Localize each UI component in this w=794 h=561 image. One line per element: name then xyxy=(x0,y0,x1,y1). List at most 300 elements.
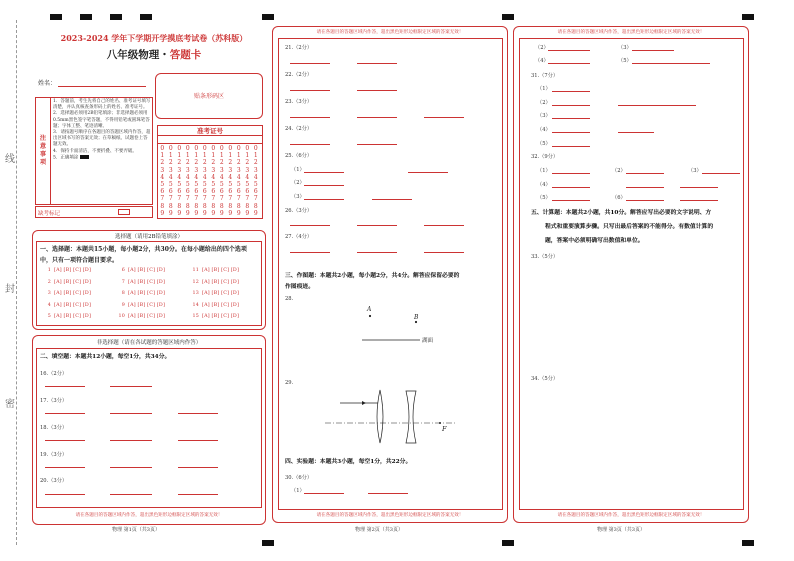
q33-answer-area[interactable] xyxy=(524,262,739,370)
absent-checkbox[interactable] xyxy=(118,209,130,215)
choice-question-number: 3 xyxy=(47,291,51,296)
exam-digit-bubble[interactable]: 0 xyxy=(253,145,258,152)
exam-digit-bubble[interactable]: 8 xyxy=(219,202,224,210)
exam-digit-bubble[interactable]: 7 xyxy=(194,195,199,203)
exam-digit-bubble[interactable]: 1 xyxy=(177,152,182,160)
choice-question-row[interactable] xyxy=(42,280,91,285)
exam-digit-bubble[interactable]: 7 xyxy=(177,195,182,203)
answer-line[interactable] xyxy=(368,493,408,494)
exam-digit-bubble[interactable]: 2 xyxy=(245,159,250,167)
answer-line[interactable] xyxy=(357,252,397,253)
answer-line[interactable] xyxy=(626,200,664,201)
exam-digit-bubble[interactable]: 9 xyxy=(245,209,250,217)
exam-digit-bubble[interactable]: 2 xyxy=(168,159,173,167)
exam-digit-bubble[interactable]: 4 xyxy=(219,173,224,181)
point-b-dot xyxy=(415,321,417,323)
exam-digit-bubble[interactable]: 6 xyxy=(236,188,241,196)
exam-digit-bubble[interactable]: 9 xyxy=(202,209,207,217)
choice-question-row[interactable] xyxy=(190,291,239,296)
answer-line[interactable] xyxy=(178,494,218,495)
q31-part-4: （4） xyxy=(537,127,551,133)
exam-digit-bubble[interactable]: 9 xyxy=(177,209,182,217)
exam-digit-bubble[interactable]: 6 xyxy=(219,188,224,196)
choice-question-row[interactable] xyxy=(116,314,165,319)
exam-digit-bubble[interactable]: 3 xyxy=(253,166,258,174)
answer-line[interactable] xyxy=(552,105,590,106)
q21-label: 21.（2分） xyxy=(285,45,313,51)
choice-question-number: 8 xyxy=(121,291,125,296)
exam-digit-bubble[interactable]: 1 xyxy=(236,152,241,160)
choice-question-row[interactable] xyxy=(42,303,91,308)
answer-line[interactable] xyxy=(632,50,674,51)
exam-digit-bubble[interactable]: 2 xyxy=(160,159,165,167)
answer-line[interactable] xyxy=(290,144,330,145)
exam-digit-bubble[interactable]: 1 xyxy=(194,152,199,160)
exam-digit-bubble[interactable]: 6 xyxy=(185,188,190,196)
exam-digit-bubble[interactable]: 0 xyxy=(245,145,250,152)
lens-diagram xyxy=(320,385,460,445)
exam-digit-bubble[interactable]: 2 xyxy=(177,159,182,167)
q25-part-3: （3） xyxy=(291,194,305,200)
calc-title-line-2: 程式和重要演算步骤。只写出最后答案的不能得分。有数值计算的 xyxy=(545,224,714,230)
q32-label: 32.（9分） xyxy=(531,154,559,160)
exam-digit-bubble[interactable]: 0 xyxy=(160,145,165,152)
exam-digit-bubble[interactable]: 0 xyxy=(202,145,207,152)
choice-options[interactable]: [A] [B] [C] [D] xyxy=(202,291,240,296)
exam-digit-bubble[interactable]: 4 xyxy=(160,173,165,181)
calc-title-line-1: 五、计算题：本题共2小题，共10分。解答应写出必要的文字说明、方 xyxy=(531,210,712,216)
q19-label: 19.（3分） xyxy=(40,452,68,458)
notes-title-char: 意 xyxy=(39,143,47,150)
exam-digit-bubble[interactable]: 6 xyxy=(168,188,173,196)
choice-banner: 选择题（请用2B铅笔填涂） xyxy=(114,234,184,240)
corner-mark xyxy=(110,14,122,20)
exam-digit-bubble[interactable]: 1 xyxy=(228,152,233,160)
exam-digit-bubble[interactable]: 8 xyxy=(228,202,233,210)
exam-digit-bubble[interactable]: 2 xyxy=(202,159,207,167)
exam-digit-bubble[interactable]: 5 xyxy=(219,181,224,189)
corner-mark xyxy=(80,14,92,20)
exam-digit-bubble[interactable]: 7 xyxy=(202,195,207,203)
answer-line[interactable] xyxy=(552,173,590,174)
choice-question-row[interactable] xyxy=(190,280,239,285)
exam-digit-bubble[interactable]: 7 xyxy=(245,195,250,203)
exam-digit-bubble[interactable]: 1 xyxy=(219,152,224,160)
exam-digit-bubble[interactable]: 1 xyxy=(245,152,250,160)
choice-options[interactable]: [A] [B] [C] [D] xyxy=(54,302,92,308)
q32-part-1: （1） xyxy=(537,168,551,174)
note-item: 1．答题前，考生先将自己的姓名、准考证号填写清楚，并认真核查条形码上的姓名、准考证号。 xyxy=(53,99,151,111)
exam-digit-bubble[interactable]: 5 xyxy=(177,181,182,189)
exam-digit-bubble[interactable]: 7 xyxy=(168,195,173,203)
q30-label: 30.（6分） xyxy=(285,475,313,481)
exam-digit-bubble[interactable]: 9 xyxy=(219,209,224,217)
choice-question-number: 10 xyxy=(118,314,125,319)
exam-digit-bubble[interactable]: 0 xyxy=(194,145,199,152)
exam-digit-bubble[interactable]: 0 xyxy=(168,145,173,152)
exam-digit-bubble[interactable]: 6 xyxy=(253,188,258,196)
choice-options[interactable]: [A] [B] [C] [D] xyxy=(128,279,166,285)
choice-options[interactable]: [A] [B] [C] [D] xyxy=(202,314,240,319)
focus-label: F xyxy=(442,425,447,433)
answer-line[interactable] xyxy=(424,117,464,118)
answer-line[interactable] xyxy=(548,63,590,64)
exam-digit-bubble[interactable]: 8 xyxy=(211,202,216,210)
page-footer: 物理 第3页（共3页） xyxy=(597,527,645,533)
q31-part-3: （3） xyxy=(537,113,551,119)
exam-digit-bubble[interactable]: 1 xyxy=(253,152,258,160)
boundary-warning: 请在各题目的答题区域内作答，超出黑色矩形边框限定区域的答案无效！ xyxy=(316,513,464,518)
exam-digit-bubble[interactable]: 0 xyxy=(211,145,216,152)
note-item: 3．请按题号顺序在各题目的答题区域内作答，超出区域书写的答案无效；在草稿纸、试题卷上答题无效。 xyxy=(53,130,151,148)
exam-digit-bubble[interactable]: 6 xyxy=(211,188,216,196)
exam-digit-bubble[interactable]: 1 xyxy=(168,152,173,160)
exam-digit-bubble[interactable]: 3 xyxy=(177,166,182,174)
exam-digit-bubble[interactable]: 0 xyxy=(228,145,233,152)
exam-number-digits[interactable] xyxy=(158,145,260,217)
exam-digit-bubble[interactable]: 3 xyxy=(160,166,165,174)
corner-mark xyxy=(502,540,514,546)
answer-line[interactable] xyxy=(110,494,152,495)
q30-part-4: （4） xyxy=(535,58,549,64)
exam-digit-bubble[interactable]: 0 xyxy=(185,145,190,152)
absent-label: 缺考标记 xyxy=(38,211,61,217)
answer-line[interactable] xyxy=(290,225,330,226)
q23-label: 23.（3分） xyxy=(285,99,313,105)
experiment-title: 四、实验题：本题共3小题，每空1分，共22分。 xyxy=(285,459,412,465)
exam-digit-bubble[interactable]: 8 xyxy=(202,202,207,210)
answer-line[interactable] xyxy=(357,63,397,64)
choice-question-number: 1 xyxy=(47,268,51,273)
page-subtitle xyxy=(38,47,270,62)
corner-mark xyxy=(50,14,62,20)
choice-question-number: 7 xyxy=(121,279,125,285)
boundary-warning: 请在各题目的答题区域内作答，超出黑色矩形边框限定区域的答案无效！ xyxy=(557,513,705,518)
exam-digit-bubble[interactable]: 9 xyxy=(194,209,199,217)
exam-digit-bubble[interactable]: 8 xyxy=(168,202,173,210)
corner-mark xyxy=(742,14,754,20)
exam-digit-bubble[interactable]: 3 xyxy=(168,166,173,174)
q30-part-2: （2） xyxy=(535,45,549,51)
choice-options[interactable]: [A] [B] [C] [D] xyxy=(54,291,92,296)
exam-digit-bubble[interactable]: 4 xyxy=(228,173,233,181)
calc-title-line-3: 题，答案中必须明确写出数值和单位。 xyxy=(545,238,644,244)
exam-digit-bubble[interactable]: 9 xyxy=(228,209,233,217)
subtitle-main: 八年级物理・ xyxy=(106,49,170,61)
exam-number-grid-line xyxy=(157,143,263,144)
exam-digit-bubble[interactable]: 6 xyxy=(177,188,182,196)
exam-digit-bubble[interactable]: 7 xyxy=(228,195,233,203)
exam-digit-bubble[interactable]: 0 xyxy=(236,145,241,152)
choice-question-row[interactable] xyxy=(116,291,165,296)
answer-line[interactable] xyxy=(304,199,344,200)
exam-digit-bubble[interactable]: 5 xyxy=(202,181,207,189)
q32-part-6: （6） xyxy=(612,195,626,201)
exam-digit-bubble[interactable]: 9 xyxy=(253,209,258,217)
exam-digit-bubble[interactable]: 4 xyxy=(236,173,241,181)
q22-label: 22.（2分） xyxy=(285,72,313,78)
q29-label: 29. xyxy=(285,380,294,386)
boundary-warning: 请在各题目的答题区域内作答，超出黑色矩形边框限定区域的答案无效！ xyxy=(316,30,464,35)
exam-digit-bubble[interactable]: 1 xyxy=(211,152,216,160)
name-input[interactable] xyxy=(58,86,146,87)
barcode-label: 贴条形码区 xyxy=(193,93,224,100)
exam-digit-bubble[interactable]: 2 xyxy=(228,159,233,167)
notes-title-char: 项 xyxy=(39,159,47,166)
exam-digit-bubble[interactable]: 7 xyxy=(160,195,165,203)
answer-line[interactable] xyxy=(552,187,590,188)
exam-digit-bubble[interactable]: 9 xyxy=(236,209,241,217)
choice-question-row[interactable] xyxy=(42,314,91,319)
page-title: 2023-2024 学年下学期开学摸底考试卷（苏科版） xyxy=(60,33,248,43)
exam-digit-bubble[interactable]: 9 xyxy=(185,209,190,217)
answer-line[interactable] xyxy=(290,63,330,64)
exam-digit-bubble[interactable]: 4 xyxy=(185,173,190,181)
corner-mark xyxy=(262,14,274,20)
choice-question-row[interactable] xyxy=(42,268,91,273)
answer-line[interactable] xyxy=(357,90,397,91)
exam-digit-bubble[interactable]: 2 xyxy=(236,159,241,167)
answer-line[interactable] xyxy=(45,440,85,441)
exam-digit-bubble[interactable]: 8 xyxy=(245,202,250,210)
exam-digit-bubble[interactable]: 5 xyxy=(211,181,216,189)
exam-digit-bubble[interactable]: 9 xyxy=(211,209,216,217)
answer-line[interactable] xyxy=(702,173,740,174)
exam-digit-bubble[interactable]: 7 xyxy=(185,195,190,203)
answer-line[interactable] xyxy=(552,91,590,92)
choice-question-row[interactable] xyxy=(116,268,165,273)
exam-digit-bubble[interactable]: 6 xyxy=(202,188,207,196)
choice-options[interactable]: [A] [B] [C] [D] xyxy=(54,314,92,319)
q32-part-3: （3） xyxy=(688,168,702,174)
subtitle-accent: 答题卡 xyxy=(169,49,202,61)
exam-digit-bubble[interactable]: 5 xyxy=(228,181,233,189)
exam-digit-bubble[interactable]: 2 xyxy=(194,159,199,167)
choice-question-number: 13 xyxy=(192,291,199,296)
q30-part-3: （3） xyxy=(618,45,632,51)
exam-digit-bubble[interactable]: 8 xyxy=(177,202,182,210)
exam-number-label: 准考证号 xyxy=(197,127,223,135)
q32-part-5: （5） xyxy=(537,195,551,201)
choice-question-row[interactable] xyxy=(190,268,239,273)
q31-part-1: （1） xyxy=(537,86,551,92)
choice-question-row[interactable] xyxy=(116,280,165,285)
answer-line[interactable] xyxy=(552,118,590,119)
exam-digit-bubble[interactable]: 4 xyxy=(245,173,250,181)
exam-digit-bubble[interactable]: 5 xyxy=(185,181,190,189)
exam-digit-bubble[interactable]: 2 xyxy=(211,159,216,167)
choice-question-row[interactable] xyxy=(190,314,239,319)
choice-options[interactable]: [A] [B] [C] [D] xyxy=(128,314,166,319)
choice-question-row[interactable] xyxy=(190,303,239,308)
answer-line[interactable] xyxy=(304,493,344,494)
choice-options[interactable]: [A] [B] [C] [D] xyxy=(128,291,166,296)
q32-part-2: （2） xyxy=(612,168,626,174)
exam-digit-bubble[interactable]: 6 xyxy=(194,188,199,196)
answer-line[interactable] xyxy=(680,187,718,188)
answer-line[interactable] xyxy=(424,252,464,253)
q31-label: 31.（7分） xyxy=(531,73,559,79)
exam-digit-bubble[interactable]: 5 xyxy=(236,181,241,189)
boundary-warning: 请在各题目的答题区域内作答，超出黑色矩形边框限定区域的答案无效！ xyxy=(557,30,705,35)
exam-digit-bubble[interactable]: 4 xyxy=(194,173,199,181)
answer-line[interactable] xyxy=(290,90,330,91)
q30-part-1: （1） xyxy=(291,488,305,494)
fill-section xyxy=(36,348,262,508)
notes-title-char: 事 xyxy=(39,151,47,158)
page-footer: 物理 第1页（共3页） xyxy=(112,527,160,533)
answer-line[interactable] xyxy=(110,440,152,441)
exam-digit-bubble[interactable]: 2 xyxy=(185,159,190,167)
corner-mark xyxy=(140,14,152,20)
exam-digit-bubble[interactable]: 8 xyxy=(236,202,241,210)
answer-line[interactable] xyxy=(110,386,152,387)
q20-label: 20.（3分） xyxy=(40,478,68,484)
exam-digit-bubble[interactable]: 5 xyxy=(194,181,199,189)
choice-options[interactable]: [A] [B] [C] [D] xyxy=(54,279,92,285)
exam-digit-bubble[interactable]: 4 xyxy=(168,173,173,181)
q16-label: 16.（2分） xyxy=(40,371,68,377)
q17-label: 17.（3分） xyxy=(40,398,68,404)
exam-digit-bubble[interactable]: 6 xyxy=(160,188,165,196)
q31-part-5: （5） xyxy=(537,141,551,147)
answer-line[interactable] xyxy=(548,50,590,51)
exam-digit-bubble[interactable]: 9 xyxy=(168,209,173,217)
fill-example-label: 5．正确填涂 xyxy=(53,155,79,161)
choice-question-number: 6 xyxy=(121,268,125,273)
exam-number-grid-line xyxy=(157,135,263,136)
water-surface-label: 湖面 xyxy=(422,338,434,344)
exam-digit-bubble[interactable]: 8 xyxy=(194,202,199,210)
exam-digit-bubble[interactable]: 8 xyxy=(253,202,258,210)
choice-options[interactable]: [A] [B] [C] [D] xyxy=(202,302,240,308)
exam-digit-bubble[interactable]: 4 xyxy=(253,173,258,181)
answer-line[interactable] xyxy=(680,200,718,201)
notes-list xyxy=(53,99,151,162)
exam-digit-bubble[interactable]: 3 xyxy=(194,166,199,174)
exam-digit-bubble[interactable]: 4 xyxy=(177,173,182,181)
exam-digit-bubble[interactable]: 7 xyxy=(211,195,216,203)
q34-label: 34.（5分） xyxy=(531,376,559,382)
answer-line[interactable] xyxy=(45,467,85,468)
exam-digit-bubble[interactable]: 7 xyxy=(219,195,224,203)
exam-digit-bubble[interactable]: 2 xyxy=(253,159,258,167)
answer-line[interactable] xyxy=(178,413,218,414)
exam-digit-bubble[interactable]: 4 xyxy=(211,173,216,181)
exam-digit-bubble[interactable]: 5 xyxy=(160,181,165,189)
choice-question-number: 4 xyxy=(47,302,51,308)
ray-arrow xyxy=(362,401,366,405)
choice-question-number: 12 xyxy=(192,279,199,285)
exam-digit-bubble[interactable]: 9 xyxy=(160,209,165,217)
point-a-dot xyxy=(369,315,371,317)
exam-digit-bubble[interactable]: 1 xyxy=(202,152,207,160)
exam-digit-bubble[interactable]: 0 xyxy=(177,145,182,152)
exam-digit-bubble[interactable]: 0 xyxy=(219,145,224,152)
exam-digit-bubble[interactable]: 8 xyxy=(160,202,165,210)
choice-options[interactable]: [A] [B] [C] [D] xyxy=(202,268,240,273)
answer-line[interactable] xyxy=(45,494,85,495)
choice-options[interactable]: [A] [B] [C] [D] xyxy=(128,268,166,273)
answer-line[interactable] xyxy=(357,225,397,226)
choice-options[interactable]: [A] [B] [C] [D] xyxy=(202,279,240,285)
answer-line[interactable] xyxy=(110,413,152,414)
name-label: 姓名： xyxy=(38,80,57,87)
exam-digit-bubble[interactable]: 3 xyxy=(185,166,190,174)
answer-line[interactable] xyxy=(626,173,664,174)
exam-digit-bubble[interactable]: 7 xyxy=(253,195,258,203)
answer-line[interactable] xyxy=(408,172,448,173)
answer-line[interactable] xyxy=(110,467,152,468)
answer-line[interactable] xyxy=(618,105,696,106)
exam-digit-bubble[interactable]: 4 xyxy=(202,173,207,181)
exam-digit-bubble[interactable]: 5 xyxy=(168,181,173,189)
choice-question-number: 14 xyxy=(192,302,199,308)
answer-line[interactable] xyxy=(45,413,85,414)
answer-line[interactable] xyxy=(178,467,218,468)
exam-digit-bubble[interactable]: 6 xyxy=(228,188,233,196)
exam-digit-bubble[interactable]: 3 xyxy=(228,166,233,174)
answer-line[interactable] xyxy=(552,200,590,201)
exam-digit-bubble[interactable]: 1 xyxy=(160,152,165,160)
exam-digit-bubble[interactable]: 3 xyxy=(245,166,250,174)
answer-line[interactable] xyxy=(290,252,330,253)
margin-label-line: 线 xyxy=(5,154,15,165)
q30-part-5: （5） xyxy=(618,58,632,64)
fill-example-mark xyxy=(80,155,89,159)
choice-options[interactable]: [A] [B] [C] [D] xyxy=(54,268,92,273)
answer-line[interactable] xyxy=(618,132,654,133)
exam-digit-bubble[interactable]: 5 xyxy=(253,181,258,189)
exam-digit-bubble[interactable]: 3 xyxy=(202,166,207,174)
answer-line[interactable] xyxy=(357,144,397,145)
q27-label: 27.（4分） xyxy=(285,234,313,240)
answer-line[interactable] xyxy=(372,199,412,200)
answer-line[interactable] xyxy=(304,185,344,186)
answer-line[interactable] xyxy=(424,225,464,226)
exam-digit-bubble[interactable]: 8 xyxy=(185,202,190,210)
exam-digit-bubble[interactable]: 3 xyxy=(219,166,224,174)
choice-options[interactable]: [A] [B] [C] [D] xyxy=(128,302,166,308)
corner-mark xyxy=(742,540,754,546)
answer-line[interactable] xyxy=(552,146,590,147)
answer-line[interactable] xyxy=(45,386,85,387)
exam-digit-bubble[interactable]: 2 xyxy=(219,159,224,167)
answer-line[interactable] xyxy=(178,440,218,441)
exam-digit-bubble[interactable]: 6 xyxy=(245,188,250,196)
exam-digit-bubble[interactable]: 1 xyxy=(185,152,190,160)
answer-line[interactable] xyxy=(626,187,664,188)
exam-digit-bubble[interactable]: 7 xyxy=(236,195,241,203)
note-item: 2．选择题必须用2B铅笔填涂；非选择题必须用0.5mm黑色签字笔答题，不得用铅笔或圆珠笔答题；字体工整、笔迹清晰。 xyxy=(53,111,150,129)
choice-question-row[interactable] xyxy=(42,291,91,296)
answer-line[interactable] xyxy=(304,172,344,173)
exam-digit-bubble[interactable]: 5 xyxy=(245,181,250,189)
answer-line[interactable] xyxy=(552,132,590,133)
answer-line[interactable] xyxy=(290,117,330,118)
note-item: 4．保持卡面清洁，不要折叠、不要弄破。 xyxy=(53,148,137,154)
boundary-warning: 请在各题目的答题区域内作答，超出黑色矩形边框限定区域的答案无效！ xyxy=(75,513,223,518)
exam-digit-bubble[interactable]: 3 xyxy=(236,166,241,174)
q34-answer-area[interactable] xyxy=(524,385,739,505)
binding-line xyxy=(16,20,17,545)
q33-label: 33.（5分） xyxy=(531,254,559,260)
exam-digit-bubble[interactable]: 3 xyxy=(211,166,216,174)
answer-line[interactable] xyxy=(357,117,397,118)
choice-question-row[interactable] xyxy=(116,303,165,308)
answer-line[interactable] xyxy=(632,63,710,64)
q32-part-4: （4） xyxy=(537,182,551,188)
